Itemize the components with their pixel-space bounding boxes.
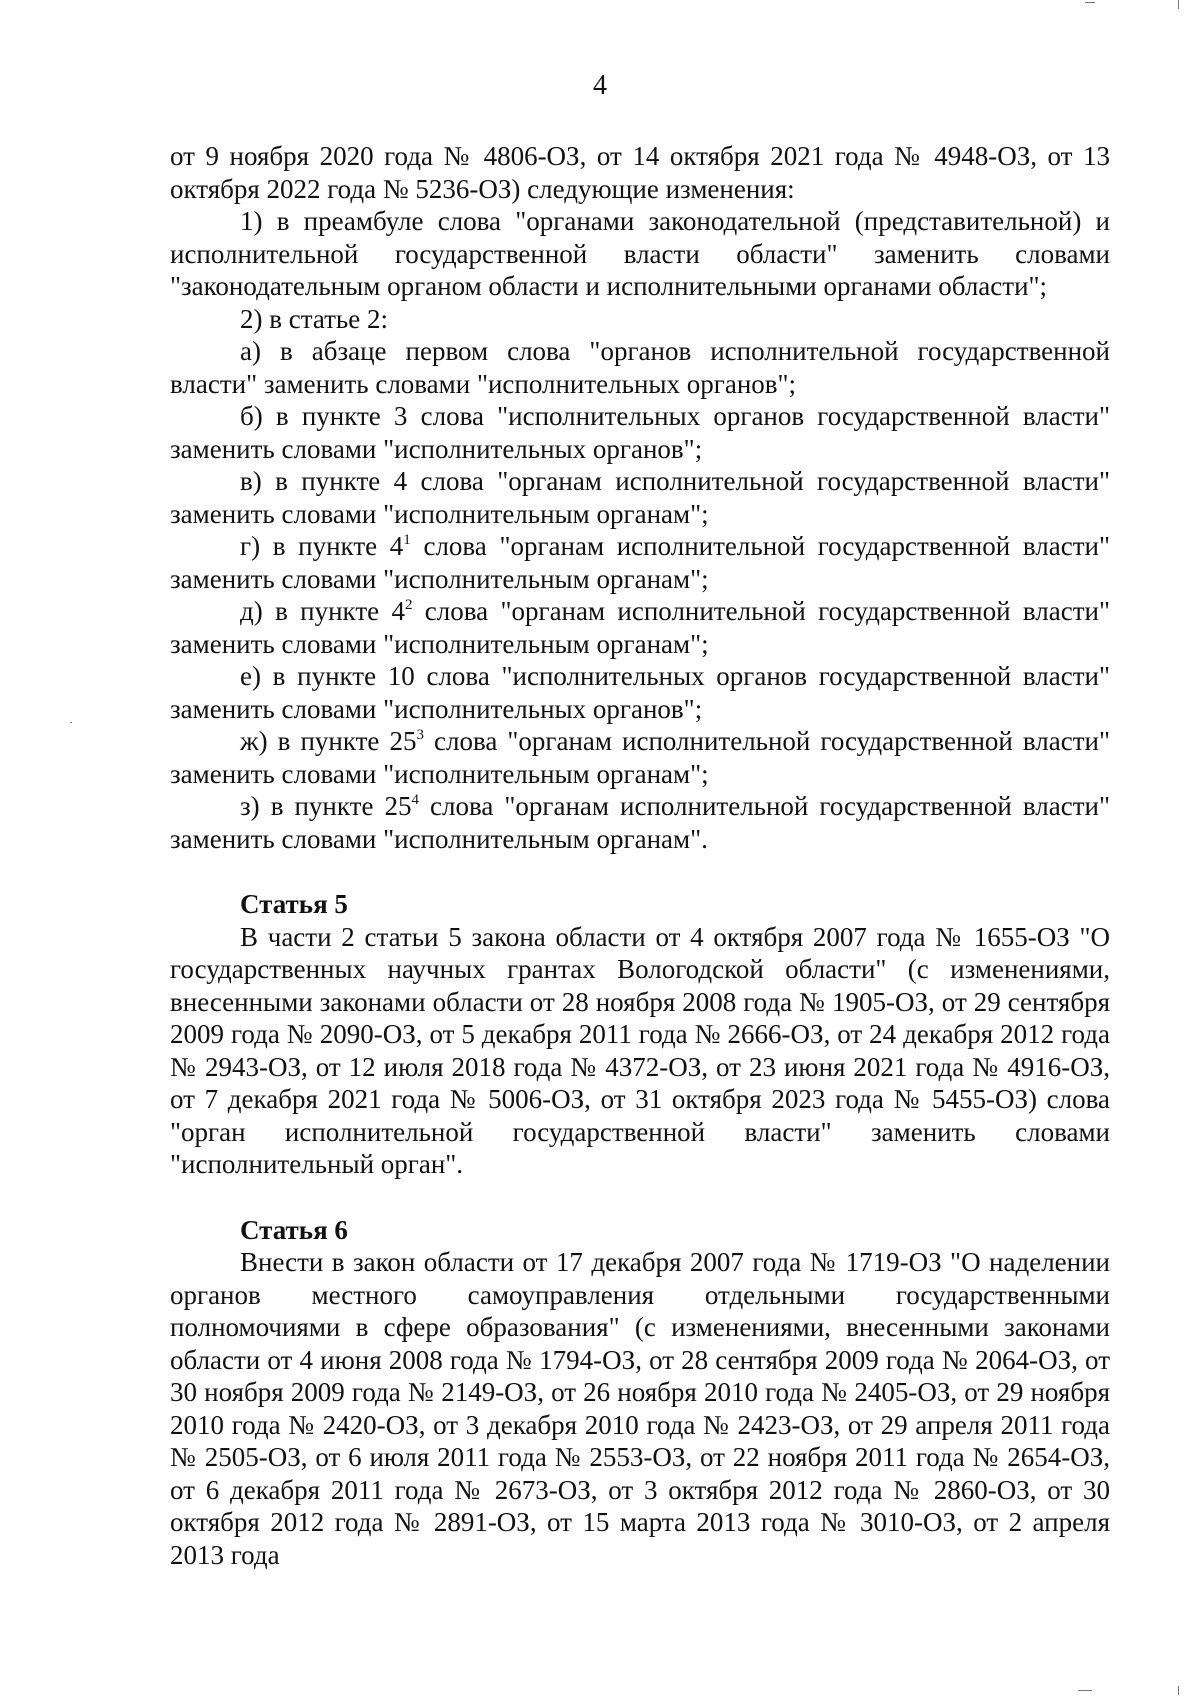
subitem-z-lead: з) в пункте 25 [240,791,412,821]
subitem-e: е) в пункте 10 слова "исполнительных органов государственной власти" заменить словами "исполнительных органов"; [170,661,1110,724]
scan-mark-top-right [1085,2,1095,3]
subitem-v: в) в пункте 4 слова "органам исполнительной государственной власти" заменить словами "исполнительным органам"; [170,466,1110,529]
scan-mark-bottom-right [1078,1690,1092,1691]
subitem-zh-lead: ж) в пункте 25 [240,726,417,756]
article-6-heading: Статья 6 [240,1214,348,1245]
scan-mark-left-dot [70,722,72,723]
subitem-d-lead: д) в пункте 4 [240,596,405,626]
subitem-z-rest: слова "органам исполнительной государственной власти" заменить словами "исполнительным органам". [170,791,1110,854]
subitem-g-rest: слова "органам исполнительной государственной власти" заменить словами "исполнительным органам"; [170,531,1110,594]
subitem-g-superscript: 1 [403,532,411,548]
scan-mark-top-edge [1178,0,1179,9]
subitem-g-lead: г) в пункте 4 [240,531,404,561]
article-5-text: В части 2 статьи 5 закона области от 4 октября 2007 года № 1655-ОЗ "О государственных научных грантах Вологодской области" (с изменениями, внесенными законами области от 28 ноября 2008 года № 1905-ОЗ, от 29 сентября 2009 года № 2090-ОЗ, от 5 декабря 2011 года № 2666-ОЗ, от 24 декабря 2012 года № 2943-ОЗ, от 12 июля 2018 года № 4372-ОЗ, от 23 июня 2021 года № 4916-ОЗ, от 7 декабря 2021 года № 5006-ОЗ, от 31 октября 2023 года № 5455-ОЗ) слова "орган исполнительной государственной власти" заменить словами "исполнительный орган". [170,921,1110,1179]
subitem-z [170,790,1110,855]
scan-mark-bottom-edge [1178,1686,1179,1695]
item-2-article-2: 2) в статье 2: [240,303,388,334]
document-body [170,140,1110,1571]
subitem-a: а) в абзаце первом слова "органов исполнительной государственной власти" заменить словами "исполнительных органов"; [170,336,1110,399]
subitem-g [170,530,1110,595]
article-5-heading: Статья 5 [240,889,348,919]
item-1-preamble: 1) в преамбуле слова "органами законодательной (представительной) и исполнительной государственной власти области" заменить словами "законодательным органом области и исполнительными органами области"; [170,206,1110,301]
subitem-d [170,595,1110,660]
subitem-z-superscript: 4 [411,792,419,808]
subitem-zh-rest: слова "органам исполнительной государственной власти" заменить словами "исполнительным органам"; [170,726,1110,789]
article-6-text: Внести в закон области от 17 декабря 2007 года № 1719-ОЗ "О наделении органов местного самоуправления отдельными государственными полномочиями в сфере образования" (с изменениями, внесенными законами области от 4 июня 2008 года № 1794-ОЗ, от 28 сентября 2009 года № 2064-ОЗ, от 30 ноября 2009 года № 2149-ОЗ, от 26 ноября 2010 года № 2405-ОЗ, от 29 ноября 2010 года № 2420-ОЗ, от 3 декабря 2010 года № 2423-ОЗ, от 29 апреля 2011 года № 2505-ОЗ, от 6 июля 2011 года № 2553-ОЗ, от 22 ноября 2011 года № 2654-ОЗ, от 6 декабря 2011 года № 2673-ОЗ, от 3 октября 2012 года № 2860-ОЗ, от 30 октября 2012 года № 2891-ОЗ, от 15 марта 2013 года № 3010-ОЗ, от 2 апреля 2013 года [170,1247,1110,1570]
subitem-zh [170,725,1110,790]
subitem-d-rest: слова "органам исполнительной государственной власти" заменить словами "исполнительным органам"; [170,596,1110,659]
subitem-zh-superscript: 3 [416,727,424,743]
subitem-b: б) в пункте 3 слова "исполнительных органов государственной власти" заменить словами "исполнительных органов"; [170,401,1110,464]
subitem-d-superscript: 2 [404,597,413,613]
page-number: 4 [593,70,607,101]
intro-paragraph: от 9 ноября 2020 года № 4806-ОЗ, от 14 октября 2021 года № 4948-ОЗ, от 13 октября 2022 года № 5236-ОЗ) следующие изменения: [170,141,1110,204]
